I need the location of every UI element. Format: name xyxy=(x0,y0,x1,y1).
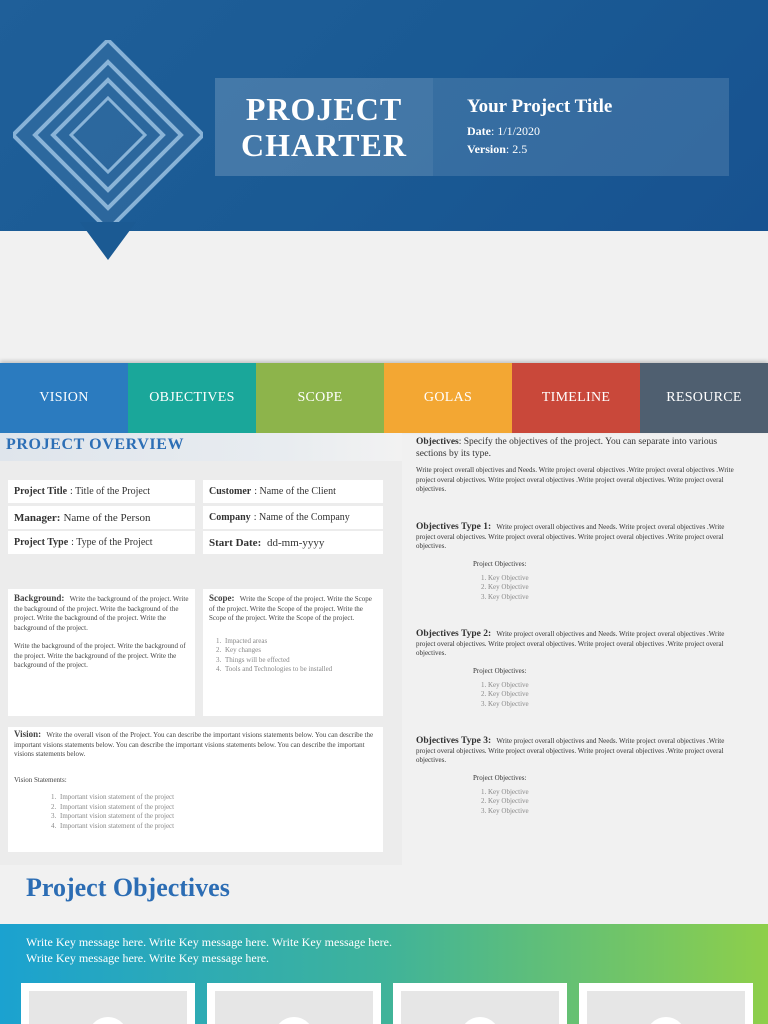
objectives-type-1-label: Objectives Type 1: xyxy=(416,522,492,532)
objectives-type-3-text: Write project overall objectives and Needs. Write project overal objectives .Write project overal objectives. Write project overal objectives. Write project overal objectives .Write project overal objectives. xyxy=(416,737,725,765)
project-objectives-title: Project Objectives xyxy=(26,873,230,902)
list-item: 1. Key Objective xyxy=(488,788,736,798)
key-message-line-1: Write Key message here. Write Key message here. Write Key message here. xyxy=(26,935,392,949)
objectives-intro: Write project overall objectives and Needs. Write project overal objectives .Write project overal objectives .Write project overal objectives. Write project overal objectives .Write project overal objectives. Write project overal objectives. xyxy=(416,466,734,494)
charter-title-line2: CHARTER xyxy=(241,127,407,163)
scope-list xyxy=(209,637,377,675)
list-item: 4. Tools and Technologies to be installed xyxy=(223,665,377,675)
list-item: 2. Key Objective xyxy=(488,690,736,700)
list-item: 3. Key Objective xyxy=(488,807,736,817)
section-tabs xyxy=(0,363,768,433)
circle-icon xyxy=(274,1017,314,1024)
background-text xyxy=(14,594,189,633)
list-item: 3. Key Objective xyxy=(488,593,736,603)
project-title-label: Project Title xyxy=(14,486,68,497)
objectives-type-1-text: Write project overall objectives and Needs. Write project overal objectives .Write project overal objectives. Write project overal objectives. Write project overal objectives .Write project overal objectives. xyxy=(416,523,725,551)
key-objectives-list xyxy=(416,574,736,603)
start-date-value: dd-mm-yyyy xyxy=(266,536,325,549)
project-title-value: : Title of the Project xyxy=(70,486,151,497)
version-value: : 2.5 xyxy=(505,142,528,156)
objectives-type-2-label: Objectives Type 2: xyxy=(416,629,492,639)
overview-heading: PROJECT OVERVIEW xyxy=(0,433,402,461)
objectives-type-2-text: Write project overall objectives and Needs. Write project overal objectives .Write project overal objectives. Write project overal objectives. Write project overal objectives .Write project overal objectives. xyxy=(416,630,725,658)
scope-description: Write the Scope of the project. Write the Scope of the project. Write the Scope of the project. Write the Scope of the project. Write the Scope of the project. xyxy=(209,595,372,622)
manager-field xyxy=(8,506,195,529)
scope-card xyxy=(203,589,383,716)
project-objectives-label: Project Objectives: xyxy=(473,559,527,568)
key-message xyxy=(26,935,392,966)
project-type-value: : Type of the Project xyxy=(71,537,153,548)
version-label: Version xyxy=(467,142,506,156)
background-card xyxy=(8,589,195,716)
objectives-type-2 xyxy=(416,630,736,710)
manager-value: Name of the Person xyxy=(63,511,151,524)
start-date-label: Start Date: xyxy=(209,536,262,549)
scope-label: Scope: xyxy=(209,593,235,603)
circle-icon xyxy=(460,1017,500,1024)
objective-card xyxy=(207,983,381,1024)
circle-icon xyxy=(646,1017,686,1024)
date-value: : 1/1/2020 xyxy=(491,124,541,138)
objectives-type-3-label: Objectives Type 3: xyxy=(416,736,492,746)
scope-text xyxy=(209,594,377,624)
date-label: Date xyxy=(467,124,491,138)
charter-title-line1: PROJECT xyxy=(245,91,403,127)
tab-golas[interactable]: GOLAS xyxy=(384,363,512,433)
key-message-line-2: Write Key message here. Write Key message here. xyxy=(26,950,270,965)
customer-value: : Name of the Client xyxy=(254,486,336,497)
list-item: 2. Important vision statement of the project xyxy=(58,803,377,813)
company-label: Company xyxy=(209,512,251,523)
header-banner xyxy=(0,0,768,231)
list-item: 4. Important vision statement of the project xyxy=(58,822,377,832)
objectives-lead xyxy=(416,436,736,460)
company-value: : Name of the Company xyxy=(253,512,350,523)
project-title-field xyxy=(8,480,195,503)
vision-text xyxy=(14,730,377,760)
key-objectives-list xyxy=(416,681,736,710)
project-title: Your Project Title xyxy=(467,96,613,117)
vision-list xyxy=(14,793,377,831)
project-info-box xyxy=(433,78,729,176)
tab-resource[interactable]: RESOURCE xyxy=(640,363,768,433)
date-row xyxy=(467,122,729,140)
objective-card xyxy=(579,983,753,1024)
list-item: 2. Key changes xyxy=(223,646,377,656)
background-label: Background: xyxy=(14,593,65,603)
diamond-logo xyxy=(13,40,203,230)
list-item: 2. Key Objective xyxy=(488,583,736,593)
list-item: 1. Key Objective xyxy=(488,681,736,691)
key-objectives-list xyxy=(416,788,736,817)
manager-label: Manager: xyxy=(14,511,61,524)
objectives-lead-text: : Specify the objectives of the project. You can separate into various sections by its type. xyxy=(416,437,718,459)
header-pointer xyxy=(80,222,136,260)
list-item: 1. Important vision statement of the project xyxy=(58,793,377,803)
vision-statements-label: Vision Statements: xyxy=(14,775,67,784)
tab-vision[interactable]: VISION xyxy=(0,363,128,433)
list-item: 3. Important vision statement of the project xyxy=(58,812,377,822)
tab-scope[interactable]: SCOPE xyxy=(256,363,384,433)
project-type-label: Project Type xyxy=(14,537,69,548)
objectives-lead-label: Objectives xyxy=(416,437,459,447)
project-objectives-label: Project Objectives: xyxy=(473,666,527,675)
list-item: 2. Key Objective xyxy=(488,797,736,807)
objective-card xyxy=(393,983,567,1024)
customer-field xyxy=(203,480,383,503)
tab-objectives[interactable]: OBJECTIVES xyxy=(128,363,256,433)
project-type-field xyxy=(8,531,195,554)
tab-timeline[interactable]: TIMELINE xyxy=(512,363,640,433)
background-paragraph-1: Write the background of the project. Write the background of the project. Write the background of the project. Write the background of the project. Write the background of the project. xyxy=(14,595,189,632)
project-objectives-label: Project Objectives: xyxy=(473,773,527,782)
circle-icon xyxy=(88,1017,128,1024)
vision-description: Write the overall vison of the Project. You can describe the important visions statements below. You can describe the important visions statements below. You can describe the important visions statements below. You can describe the important visions statements below. xyxy=(14,731,374,758)
list-item: 3. Key Objective xyxy=(488,700,736,710)
background-paragraph-2: Write the background of the project. Write the background of the project. Write the background of the project. Write the background of the project. xyxy=(14,642,186,669)
objectives-type-1 xyxy=(416,523,736,603)
start-date-field xyxy=(203,531,383,554)
objective-card xyxy=(21,983,195,1024)
company-field xyxy=(203,506,383,529)
list-item: 3. Things will be effected xyxy=(223,656,377,666)
list-item: 1. Key Objective xyxy=(488,574,736,584)
charter-title-box xyxy=(215,78,433,176)
objectives-column xyxy=(416,436,736,815)
version-row xyxy=(467,140,729,158)
customer-label: Customer xyxy=(209,486,252,497)
list-item: 1. Impacted areas xyxy=(223,637,377,647)
objectives-type-3 xyxy=(416,737,736,817)
vision-card xyxy=(8,727,383,852)
vision-label: Vision: xyxy=(14,729,42,739)
